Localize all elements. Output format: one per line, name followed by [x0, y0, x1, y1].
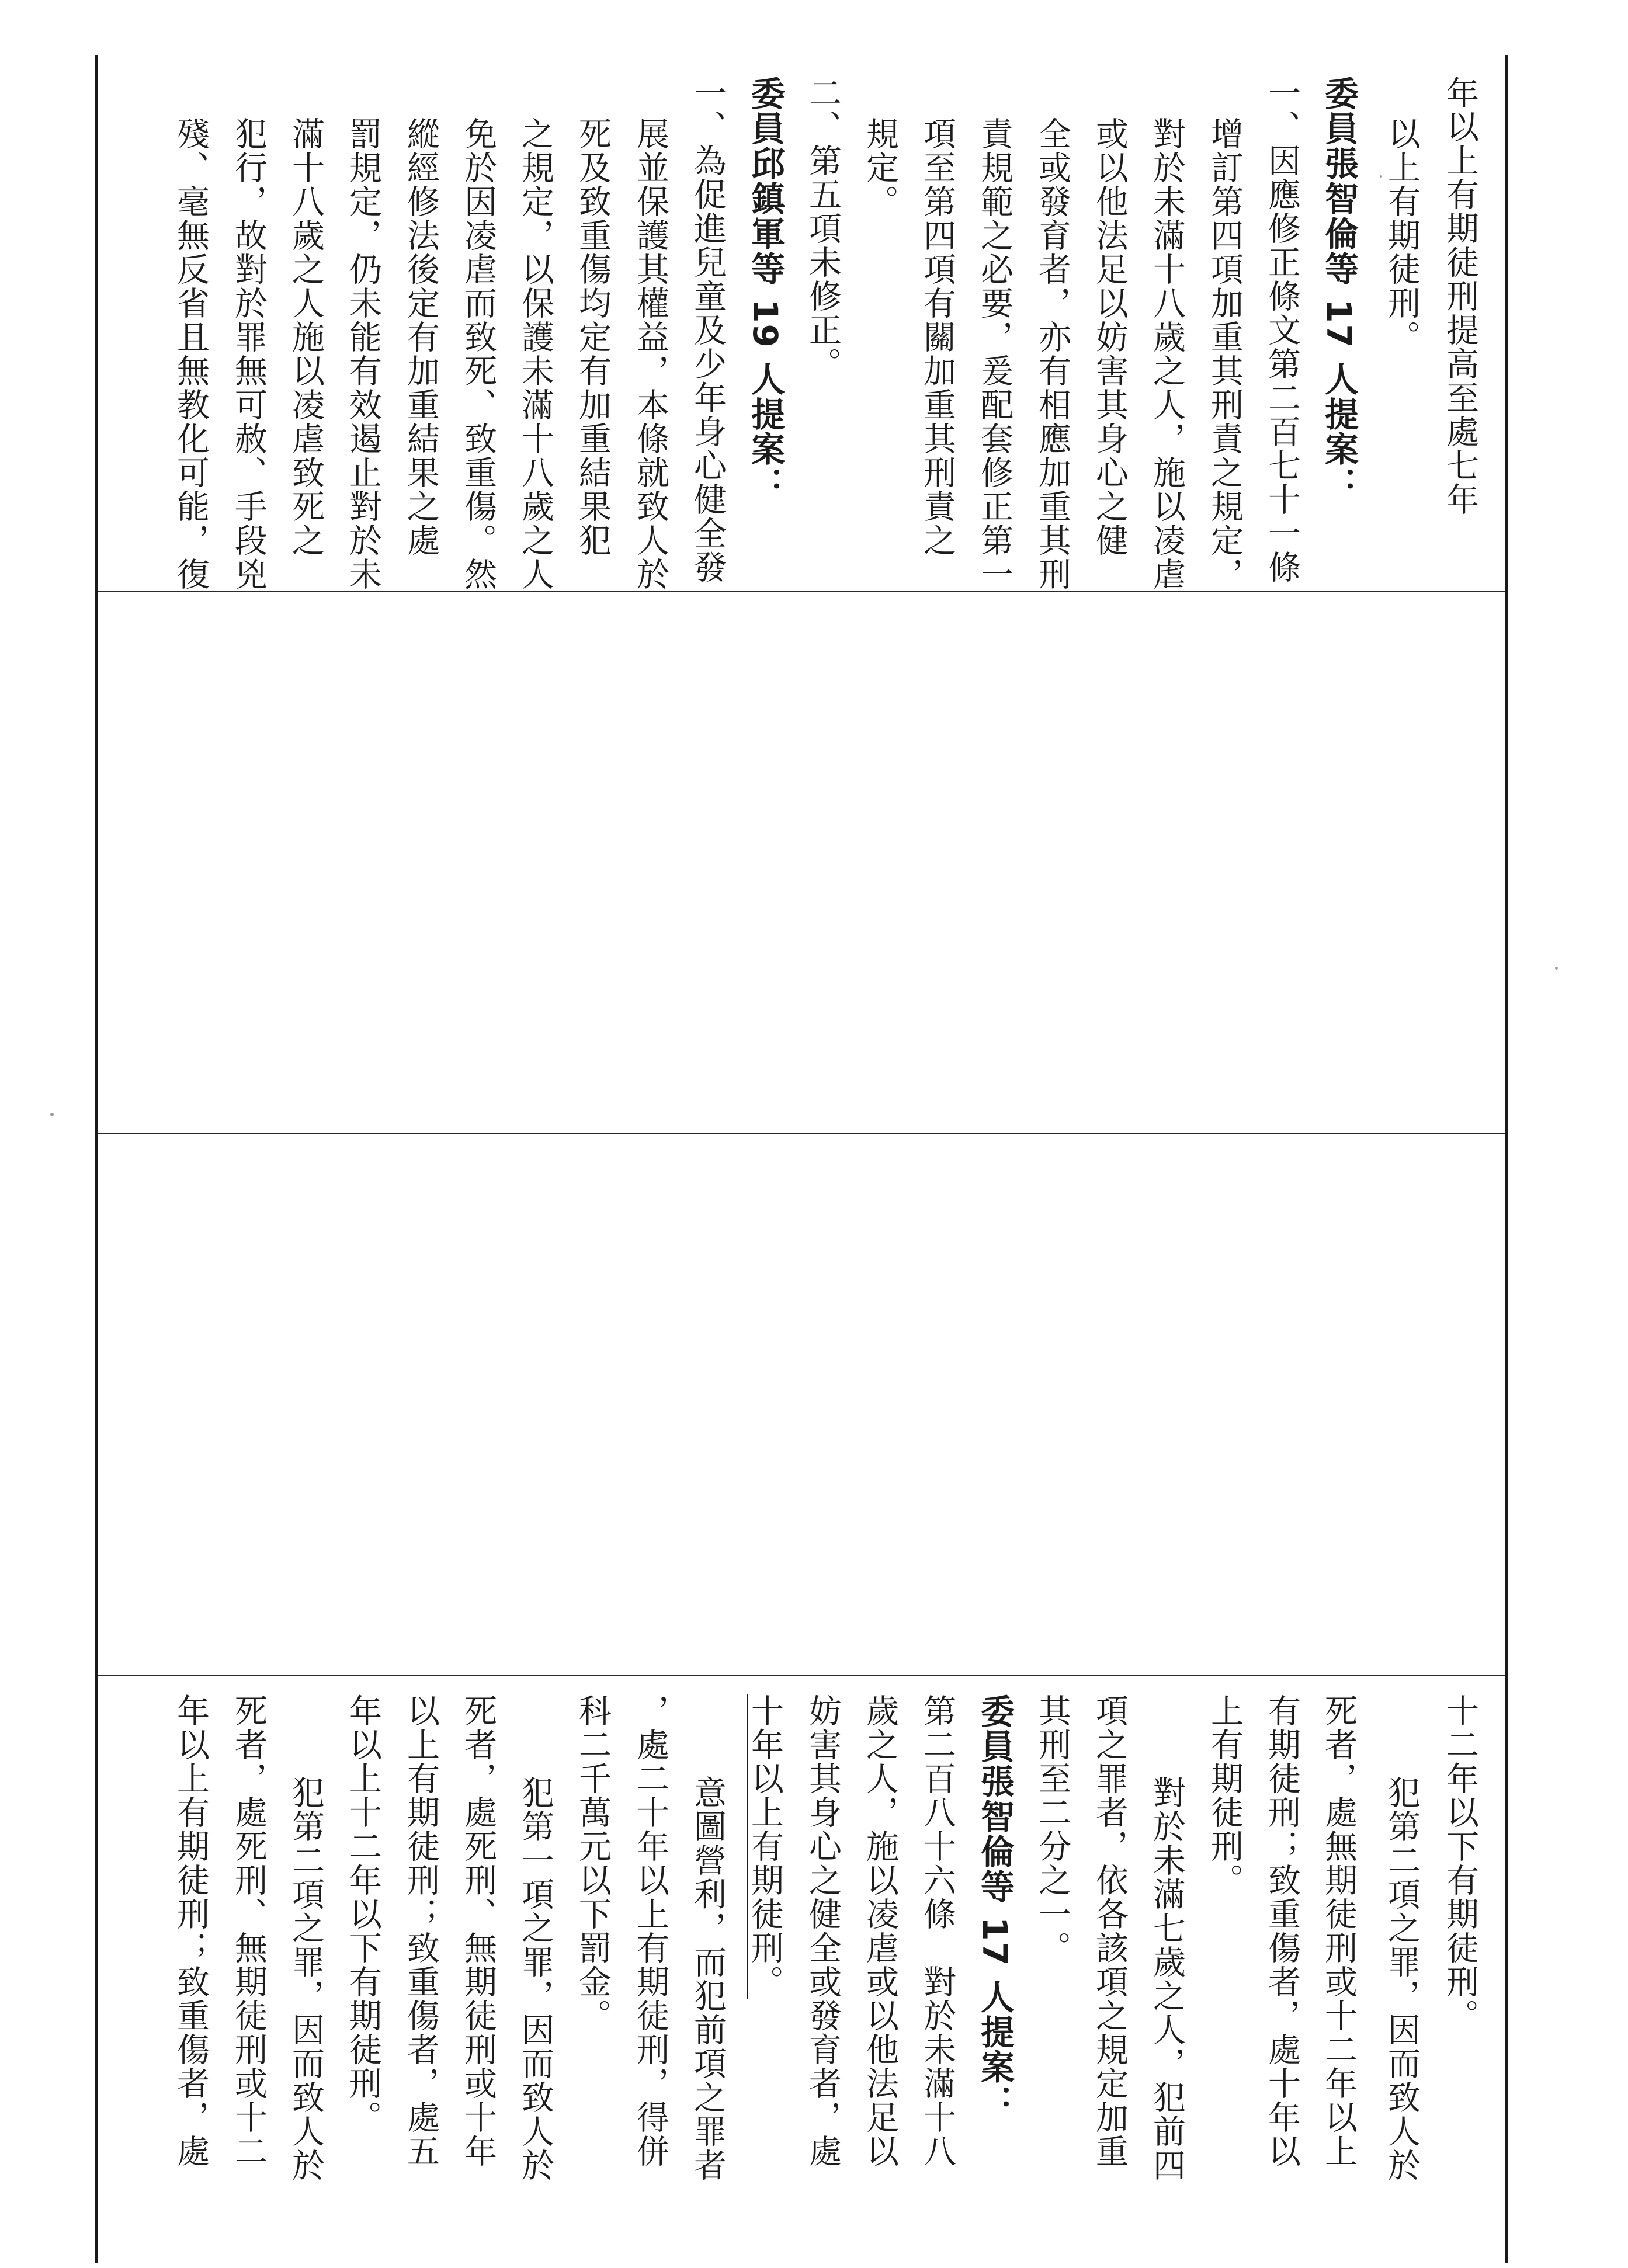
- text-column: 死者，處死刑、無期徒刑或十二: [230, 1694, 268, 2168]
- text-column: 或以他法足以妨害其身心之健: [1091, 117, 1129, 557]
- text-column: 意圖營利，而犯前項之罪者: [689, 1776, 727, 2182]
- text-column: 死者，處無期徒刑或十二年以上: [1320, 1694, 1358, 2168]
- text-column: 殘、毫無反省且無教化可能，復: [172, 117, 210, 591]
- text-column: 死者，處死刑、無期徒刑或十年: [459, 1694, 497, 2168]
- text-column: 對於未滿七歲之人，犯前四: [1148, 1776, 1186, 2182]
- text-column: 責規範之必要，爰配套修正第一: [976, 117, 1013, 591]
- text-column: 以上有期徒刑。: [1383, 117, 1421, 354]
- bottom-block-divider: [98, 1675, 1505, 1676]
- text-column: 一、為促進兒童及少年身心健全發: [689, 76, 727, 584]
- text-column: 犯行，故對於罪無可赦、手段兇: [230, 117, 268, 591]
- text-column: 以上有期徒刑；致重傷者，處五: [402, 1694, 440, 2168]
- text-column: 其刑至二分之一。: [1033, 1694, 1071, 1965]
- text-column: 縱經修法後定有加重結果之處: [402, 117, 440, 557]
- proposal-heading: 委員張智倫等 17 人提案：: [975, 1694, 1015, 2120]
- text-column: 規定。: [861, 117, 899, 218]
- middle-divider: [98, 1133, 1505, 1134]
- left-border-rule: [95, 55, 98, 2263]
- text-column: 增訂第四項加重其刑責之規定，: [1206, 117, 1244, 591]
- text-column: 有期徒刑；致重傷者，處十年以: [1263, 1694, 1301, 2168]
- scan-speck: [1555, 967, 1558, 970]
- scan-speck: [50, 1113, 54, 1116]
- text-column: 項之罪者，依各該項之規定加重: [1091, 1694, 1129, 2168]
- proposal-heading: 委員張智倫等 17 人提案：: [1319, 76, 1359, 502]
- text-column: 妨害其身心之健全或發育者，處: [804, 1694, 842, 2168]
- text-column: 歲之人，施以凌虐或以他法足以: [861, 1694, 899, 2168]
- text-column: 罰規定，仍未能有效遏止對於未: [344, 117, 382, 591]
- text-column: 之規定，以保護未滿十八歲之人: [516, 117, 554, 591]
- text-column: 一、因應修正條文第二百七十一條: [1263, 76, 1301, 584]
- text-column: 科二千萬元以下罰金。: [574, 1694, 612, 2033]
- text-column: 滿十八歲之人施以凌虐致死之: [287, 117, 325, 557]
- text-column: 年以上有期徒刑提高至處七年: [1441, 76, 1479, 516]
- text-column: 年以上有期徒刑；致重傷者，處: [172, 1694, 210, 2168]
- text-column: 項至第四項有關加重其刑責之: [918, 117, 956, 557]
- scan-speck: [1380, 175, 1382, 178]
- text-column: 二、第五項未修正。: [804, 76, 842, 381]
- text-column: 對於未滿十八歲之人，施以凌虐: [1148, 117, 1186, 591]
- text-column: 犯第二項之罪，因而致人於: [287, 1776, 325, 2182]
- text-column: 死及致重傷均定有加重結果犯: [574, 117, 612, 557]
- text-column: 第二百八十六條 對於未滿十八: [918, 1694, 956, 2168]
- text-column: 年以上十二年以下有期徒刑。: [344, 1694, 382, 2134]
- text-column: 展並保護其權益，本條就致人於: [631, 117, 669, 591]
- text-column: 犯第一項之罪，因而致人於: [516, 1776, 554, 2182]
- text-column: 全或發育者，亦有相應加重其刑: [1033, 117, 1071, 591]
- text-column: 犯第二項之罪，因而致人於: [1383, 1776, 1421, 2182]
- right-border-rule: [1505, 55, 1508, 2263]
- text-column: 十年以上有期徒刑。: [746, 1694, 784, 1999]
- text-column: 免於因凌虐而致死、致重傷。然: [459, 117, 497, 591]
- text-column: 上有期徒刑。: [1206, 1694, 1244, 1897]
- text-column: 十二年以下有期徒刑。: [1441, 1694, 1479, 2033]
- top-block-divider: [98, 591, 1505, 592]
- text-column: ，處二十年以上有期徒刑，得併: [631, 1694, 669, 2168]
- proposal-heading: 委員邱鎮軍等 19 人提案：: [745, 76, 785, 502]
